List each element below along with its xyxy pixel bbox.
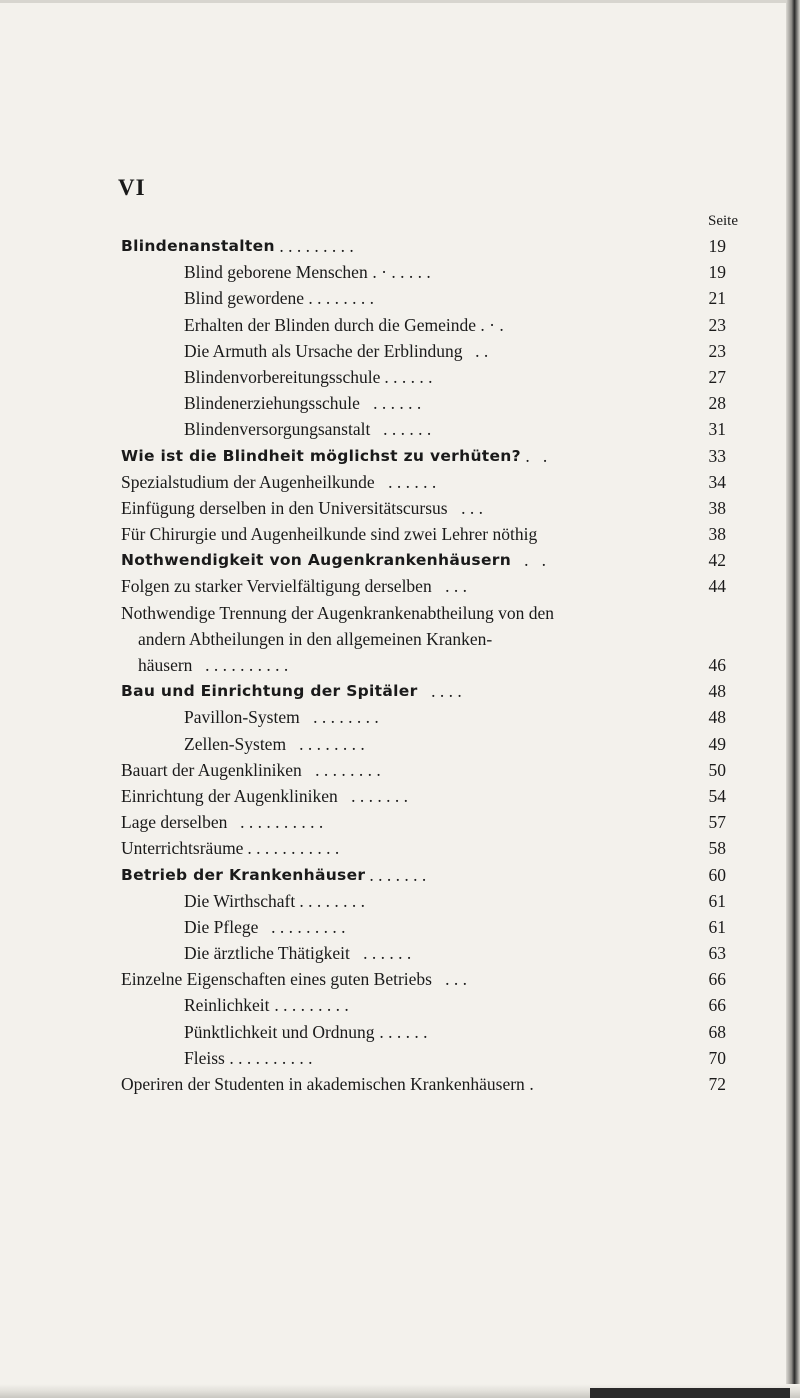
toc-entry-leader-dots: . . . . . .	[375, 471, 437, 492]
toc-entry-title: Zellen-System	[184, 733, 287, 754]
toc-entry-page-number: 33	[708, 445, 726, 466]
toc-entry-page-number: 66	[708, 995, 726, 1016]
toc-entry	[0, 547, 800, 573]
toc-entry-page-number: 31	[708, 419, 726, 440]
toc-entry	[0, 521, 800, 547]
toc-entry-title: Folgen zu starker Vervielfältigung derselben	[121, 576, 432, 597]
toc-entry	[0, 259, 800, 285]
toc-entry-title: Reinlichkeit	[184, 995, 270, 1016]
toc-entry-leader-dots: . . . . . .	[380, 366, 433, 387]
toc-entry-title: Erhalten der Blinden durch die Gemeinde	[184, 314, 477, 335]
toc-entry-page-number: 38	[708, 497, 726, 518]
toc-entry-leader-dots: . . . . . . . .	[295, 890, 365, 911]
toc-entry-leader-dots: . . . . . . . .	[300, 707, 379, 728]
toc-entry	[0, 416, 800, 442]
toc-entry-leader-dots: . . . . . . .	[338, 785, 408, 806]
toc-entry-page-number: 63	[708, 943, 726, 964]
toc-entry	[0, 495, 800, 521]
toc-entry-title: Unterrichtsräume	[121, 838, 244, 859]
toc-entry-leader-dots: . . . . . .	[375, 1021, 428, 1042]
toc-entry-title: Bauart der Augenkliniken	[121, 759, 302, 780]
toc-entry	[0, 704, 800, 730]
toc-entry	[0, 731, 800, 757]
toc-entry-title: Blindenanstalten	[121, 237, 275, 255]
toc-entry-title: Die Armuth als Ursache der Erblindung	[184, 340, 463, 361]
toc-entry	[0, 783, 800, 809]
page-edge-bottom-shadow	[590, 1388, 790, 1398]
toc-entry-leader-dots: . . . . . . . .	[286, 733, 365, 754]
toc-entry	[0, 312, 800, 338]
toc-entry	[0, 390, 800, 416]
toc-entry-title: Die ärztliche Thätigkeit	[184, 943, 350, 964]
toc-entry-leader-dots: . . . . . . .	[365, 864, 427, 885]
toc-entry	[0, 443, 800, 469]
toc-entry-leader-dots: . . . . . . . . . .	[192, 655, 289, 675]
toc-entry-page-number: 57	[708, 812, 726, 833]
toc-entry-page-number: 54	[708, 785, 726, 806]
toc-entry-leader-dots: . . . . . . . . . .	[225, 1047, 313, 1068]
toc-entry	[0, 364, 800, 390]
toc-entry-leader-dots: . . . . . .	[350, 943, 412, 964]
toc-entry	[0, 652, 800, 678]
toc-entry-page-number: 23	[708, 340, 726, 361]
seite-column-label: Seite	[708, 213, 738, 229]
toc-entry-title: Blind gewordene	[184, 288, 305, 309]
toc-entry-page-number: 34	[708, 471, 726, 492]
toc-entry-title: Die Pflege	[184, 916, 259, 937]
toc-entry	[0, 338, 800, 364]
toc-entry-title: Für Chirurgie und Augenheilkunde sind zwei Lehrer nöthig	[121, 524, 538, 545]
toc-entry-title: Operiren der Studenten in akademischen Krankenhäusern	[121, 1074, 525, 1094]
toc-entry-page-number: 50	[708, 759, 726, 780]
toc-entry-title: Blind geborene Menschen	[184, 262, 368, 283]
page-number: VI	[118, 175, 146, 200]
toc-entry-title: Die Wirthschaft	[184, 890, 296, 911]
toc-entry-page-number: 42	[708, 550, 726, 571]
toc-entry-leader-dots: . . . . . . . .	[302, 759, 381, 780]
toc-entry-page-number: 61	[708, 916, 726, 937]
toc-entry	[0, 678, 800, 704]
toc-entry-title: Blindenvorbereitungsschule	[184, 366, 381, 387]
toc-entry	[0, 757, 800, 783]
toc-entry-title: Einzelne Eigenschaften eines guten Betriebs	[121, 969, 432, 990]
toc-entry-leader-dots: . . . . . . . . . . .	[243, 838, 340, 859]
toc-entry	[0, 835, 800, 861]
toc-entry-page-number: 70	[708, 1047, 726, 1068]
toc-entry-page-number: 68	[708, 1021, 726, 1042]
toc-entry-title: häusern	[138, 655, 193, 675]
page-edge-top	[0, 0, 800, 3]
toc-entry-title: Fleiss	[184, 1047, 225, 1068]
toc-entry-title: Betrieb der Krankenhäuser	[121, 865, 366, 884]
toc-entry-leader-dots: . . . .	[418, 681, 462, 702]
toc-entry	[0, 1071, 800, 1097]
toc-entry	[0, 940, 800, 966]
toc-entry-page-number: 23	[708, 314, 726, 335]
toc-entry-title: Pavillon-System	[184, 707, 300, 728]
toc-entry	[0, 862, 800, 888]
toc-entry	[0, 285, 800, 311]
toc-entry-leader-dots: . . .	[432, 576, 467, 597]
toc-entry-title: Bau und Einrichtung der Spitäler	[121, 682, 418, 701]
toc-entry-page-number: 48	[708, 681, 726, 702]
toc-entry-page-number: 58	[708, 838, 726, 859]
toc-entry	[0, 888, 800, 914]
toc-entry-title: Spezialstudium der Augenheilkunde	[121, 471, 375, 492]
toc-entry-title: Einrichtung der Augenkliniken	[121, 785, 338, 806]
toc-entry	[0, 233, 800, 259]
toc-entry-page-number: 27	[708, 366, 726, 387]
toc-entry-leader-dots: . . . . . .	[360, 393, 422, 414]
toc-entry-page-number: 44	[708, 576, 726, 597]
toc-entry	[0, 573, 800, 599]
toc-entry-title: Wie ist die Blindheit möglichst zu verhüten?	[121, 446, 521, 465]
toc-entry-leader-dots: . . . . . . . . .	[258, 916, 346, 937]
toc-entry-leader-dots: . . .	[432, 969, 467, 990]
table-of-contents	[0, 233, 800, 1097]
toc-entry-title: Einfügung derselben in den Universitätscursus	[121, 497, 448, 518]
toc-entry-page-number: 72	[708, 1074, 726, 1094]
toc-entry	[0, 992, 800, 1018]
toc-entry-leader-dots: . .	[511, 550, 546, 571]
toc-entry-leader-dots: .	[525, 1074, 534, 1094]
toc-entry-title: Lage derselben	[121, 812, 228, 833]
toc-entry-title: Blindenversorgungsanstalt	[184, 419, 371, 440]
toc-entry-leader-dots: . .	[521, 445, 548, 466]
toc-entry-title: Nothwendigkeit von Augenkrankenhäusern	[121, 551, 512, 570]
toc-entry-page-number: 28	[708, 393, 726, 414]
toc-entry-leader-dots: . · .	[476, 314, 504, 335]
toc-entry-page-number: 38	[708, 524, 726, 545]
toc-entry-leader-dots: . . . . . . . . .	[275, 236, 354, 256]
toc-entry-leader-dots: . . . . . .	[370, 419, 432, 440]
toc-entry	[0, 1045, 800, 1071]
toc-entry-leader-dots: . . . . . . . . . .	[227, 812, 324, 833]
toc-entry	[0, 469, 800, 495]
toc-entry	[0, 809, 800, 835]
toc-entry-page-number: 49	[708, 733, 726, 754]
toc-entry-title: Pünktlichkeit und Ordnung	[184, 1021, 375, 1042]
toc-entry-page-number: 46	[708, 655, 726, 675]
toc-entry-leader-dots: . . . . . . . . .	[270, 995, 349, 1016]
toc-entry	[0, 914, 800, 940]
toc-entry-page-number: 21	[708, 288, 726, 309]
toc-entry	[0, 1019, 800, 1045]
toc-entry-title: Blindenerziehungsschule	[184, 393, 360, 414]
toc-entry-page-number: 19	[708, 262, 726, 283]
toc-entry	[0, 626, 800, 652]
toc-entry-title: Nothwendige Trennung der Augenkrankenabtheilung von den	[121, 602, 555, 623]
toc-entry-leader-dots: . . . . . . . .	[304, 288, 374, 309]
toc-entry-title: andern Abtheilungen in den allgemeinen Kranken-	[138, 628, 493, 649]
toc-entry-page-number: 60	[708, 864, 726, 885]
toc-entry-page-number: 19	[708, 236, 726, 256]
toc-entry-leader-dots: . . .	[448, 497, 483, 518]
toc-entry	[0, 600, 800, 626]
toc-entry-leader-dots: . .	[462, 340, 489, 361]
toc-entry-page-number: 61	[708, 890, 726, 911]
toc-entry-leader-dots: . · . . . . .	[368, 262, 431, 283]
toc-entry-page-number: 48	[708, 707, 726, 728]
toc-entry-page-number: 66	[708, 969, 726, 990]
toc-entry	[0, 966, 800, 992]
